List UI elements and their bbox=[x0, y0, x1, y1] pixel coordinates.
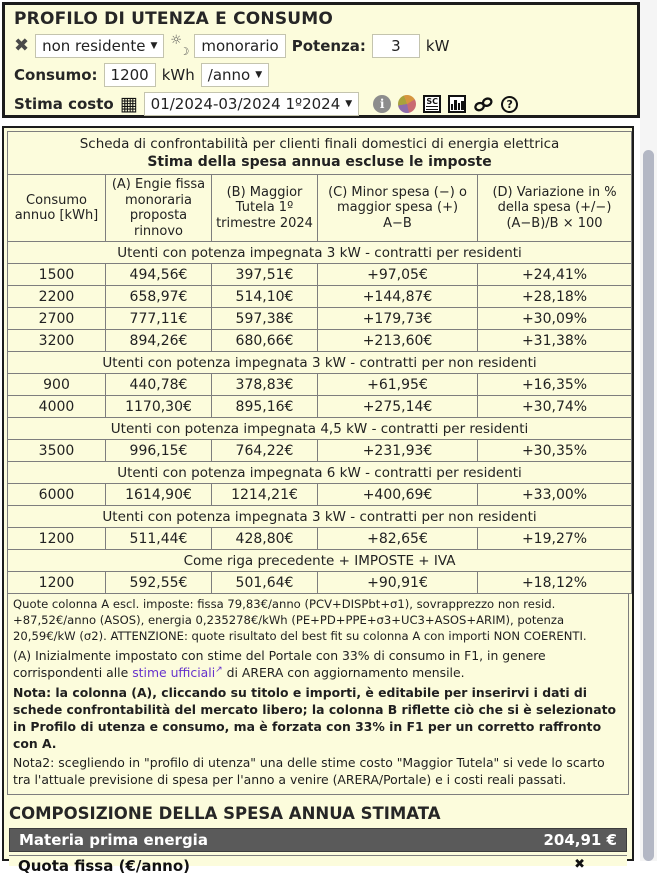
composizione-value: 204,91 € bbox=[543, 831, 617, 850]
cell-col-1[interactable]: 1614,90€ bbox=[106, 484, 212, 506]
stima-row bbox=[14, 92, 628, 116]
bar-chart-icon[interactable] bbox=[448, 95, 466, 113]
cell-col-0: 4000 bbox=[8, 396, 106, 418]
composizione-title: COMPOSIZIONE DELLA SPESA ANNUA STIMATA bbox=[9, 804, 441, 824]
table-subcaption: Stima della spesa annua escluse le imposte bbox=[147, 154, 492, 170]
potenza-unit: kW bbox=[425, 37, 450, 55]
section-row bbox=[8, 506, 632, 528]
cell-col-0: 2200 bbox=[8, 286, 106, 308]
table-row bbox=[8, 308, 632, 330]
table-row bbox=[8, 396, 632, 418]
consumo-period-select[interactable] bbox=[201, 63, 269, 87]
col-header-3: (C) Minor spesa (−) o maggior spesa (+) A−B bbox=[318, 175, 478, 242]
cell-col-3: +179,73€ bbox=[318, 308, 478, 330]
help-icon[interactable]: ? bbox=[501, 96, 518, 113]
residency-value: non residente bbox=[42, 37, 146, 55]
a-note-pre: (A) Inizialmente impostato con stime del Portale con 33% di consumo in F1, in genere corrispondenti alle bbox=[13, 648, 546, 681]
residency-select[interactable] bbox=[35, 34, 164, 58]
cell-col-4: +31,38% bbox=[478, 330, 632, 352]
official-estimates-link[interactable]: stime ufficiali bbox=[132, 665, 216, 681]
potenza-input[interactable]: 3 bbox=[372, 34, 420, 58]
cell-col-2: 397,51€ bbox=[212, 264, 318, 286]
stima-period-value: 01/2024-03/2024 1º2024 bbox=[150, 95, 341, 113]
comparison-table bbox=[7, 131, 632, 594]
cell-col-0: 2700 bbox=[8, 308, 106, 330]
cell-col-2: 1214,21€ bbox=[212, 484, 318, 506]
quote-note: Quote colonna A escl. imposte: fissa 79,83€/anno (PCV+DISPbt+σ1), sovrapprezzo non resid. +87,52€/anno (ASOS), energia 0,235278€/kWh (PE+PD+PPE+σ3+UC3+ASOS+ARIM), potenza 20,59€/kW (σ2). ATTENZIONE: quote risultato del best fit su colonna A con importi NON COERENTI. bbox=[13, 597, 587, 644]
col-header-1[interactable]: (A) Engie fissa monoraria proposta rinnovo bbox=[106, 175, 212, 242]
cell-col-4: +19,27% bbox=[478, 528, 632, 550]
cell-col-1[interactable]: 440,78€ bbox=[106, 374, 212, 396]
sun-moon-icon bbox=[170, 33, 190, 58]
cell-col-3: +275,14€ bbox=[318, 396, 478, 418]
table-header-row bbox=[8, 175, 632, 242]
comparison-box bbox=[2, 126, 634, 875]
pie-chart-icon[interactable] bbox=[398, 95, 416, 113]
cell-col-1[interactable]: 658,97€ bbox=[106, 286, 212, 308]
cell-col-4: +28,18% bbox=[478, 286, 632, 308]
cell-col-1[interactable]: 494,56€ bbox=[106, 264, 212, 286]
caption-row bbox=[8, 132, 632, 175]
chevron-down-icon: ▼ bbox=[345, 99, 353, 109]
section-row bbox=[8, 550, 632, 572]
moon-glyph: ☽ bbox=[179, 45, 190, 58]
cell-col-4: +24,41% bbox=[478, 264, 632, 286]
cell-col-2: 680,66€ bbox=[212, 330, 318, 352]
table-caption: Scheda di confrontabilità per clienti finali domestici di energia elettrica bbox=[79, 136, 560, 152]
composizione-row[interactable] bbox=[9, 828, 627, 852]
cell-col-1[interactable]: 592,55€ bbox=[106, 572, 212, 594]
section-label: Utenti con potenza impegnata 6 kW - contratti per residenti bbox=[8, 462, 632, 484]
composizione-label: Quota fissa (€/anno) bbox=[18, 857, 190, 875]
sc-lines bbox=[426, 109, 438, 110]
a-note bbox=[13, 647, 623, 681]
cell-col-3: +61,95€ bbox=[318, 374, 478, 396]
bar-glyphs bbox=[451, 99, 464, 110]
cell-col-3: +144,87€ bbox=[318, 286, 478, 308]
sun-glyph: ☼ bbox=[170, 33, 183, 48]
composizione-row[interactable] bbox=[9, 855, 627, 875]
toolbar-icons bbox=[373, 95, 518, 113]
cell-col-2: 428,80€ bbox=[212, 528, 318, 550]
scrollbar-track[interactable] bbox=[640, 0, 657, 861]
cell-col-2: 514,10€ bbox=[212, 286, 318, 308]
cell-col-4: +18,12% bbox=[478, 572, 632, 594]
external-link-icon: ↗ bbox=[215, 665, 223, 676]
cell-col-2: 895,16€ bbox=[212, 396, 318, 418]
cell-col-0: 1200 bbox=[8, 528, 106, 550]
sc-label: SC bbox=[426, 97, 438, 106]
link-icon[interactable] bbox=[473, 96, 494, 113]
cell-col-3: +213,60€ bbox=[318, 330, 478, 352]
row-toggle-icon[interactable]: ✖ bbox=[574, 857, 585, 873]
scrollbar-thumb[interactable] bbox=[643, 150, 654, 861]
residency-row bbox=[14, 34, 628, 58]
consumo-label: Consumo: bbox=[14, 66, 98, 84]
cell-col-3: +400,69€ bbox=[318, 484, 478, 506]
col-header-0: Consumo annuo [kWh] bbox=[8, 175, 106, 242]
tariff-box[interactable]: monorario bbox=[194, 34, 285, 58]
info-icon[interactable]: i bbox=[373, 95, 391, 113]
cell-col-4: +16,35% bbox=[478, 374, 632, 396]
cell-col-1[interactable]: 1170,30€ bbox=[106, 396, 212, 418]
cell-col-4: +30,09% bbox=[478, 308, 632, 330]
cell-col-2: 501,64€ bbox=[212, 572, 318, 594]
consumo-unit: kWh bbox=[161, 66, 195, 84]
section-label: Come riga precedente + IMPOSTE + IVA bbox=[8, 550, 632, 572]
cell-col-4: +30,74% bbox=[478, 396, 632, 418]
table-row bbox=[8, 440, 632, 462]
section-label: Utenti con potenza impegnata 3 kW - contratti per non residenti bbox=[8, 506, 632, 528]
composizione-rows bbox=[7, 828, 629, 875]
consumo-period-value: /anno bbox=[207, 66, 251, 84]
col-header-2: (B) Maggior Tutela 1º trimestre 2024 bbox=[212, 175, 318, 242]
cell-col-2: 378,83€ bbox=[212, 374, 318, 396]
cell-col-0: 3500 bbox=[8, 440, 106, 462]
cell-col-0: 900 bbox=[8, 374, 106, 396]
col-header-4: (D) Variazione in % della spesa (+/−) (A−B)/B × 100 bbox=[478, 175, 632, 242]
cell-col-3: +90,91€ bbox=[318, 572, 478, 594]
nota1: Nota: la colonna (A), cliccando su titolo e importi, è editabile per inserirvi i dati di schede confrontabilità del mercato libero; la colonna B riflette ciò che si è selezionato in Profilo di utenza e consumo, ma è forzata con 33% in F1 per un corretto raffronto con A. bbox=[13, 684, 617, 751]
cell-col-1[interactable]: 777,11€ bbox=[106, 308, 212, 330]
cell-col-3: +97,05€ bbox=[318, 264, 478, 286]
cell-col-0: 1500 bbox=[8, 264, 106, 286]
table-row bbox=[8, 528, 632, 550]
section-row bbox=[8, 462, 632, 484]
cell-col-2: 764,22€ bbox=[212, 440, 318, 462]
cell-col-0: 1200 bbox=[8, 572, 106, 594]
potenza-label: Potenza: bbox=[291, 37, 366, 55]
cell-col-0: 3200 bbox=[8, 330, 106, 352]
table-row bbox=[8, 286, 632, 308]
section-label: Utenti con potenza impegnata 4,5 kW - contratti per residenti bbox=[8, 418, 632, 440]
section-label: Utenti con potenza impegnata 3 kW - contratti per residenti bbox=[8, 242, 632, 264]
notes-block bbox=[7, 594, 629, 795]
cell-col-3: +231,93€ bbox=[318, 440, 478, 462]
section-row bbox=[8, 352, 632, 374]
chevron-down-icon: ▼ bbox=[255, 70, 263, 80]
section-label: Utenti con potenza impegnata 3 kW - contratti per non residenti bbox=[8, 352, 632, 374]
cell-col-0: 6000 bbox=[8, 484, 106, 506]
profile-panel bbox=[2, 2, 640, 118]
nota2: Nota2: scegliendo in "profilo di utenza" una delle stime costo "Maggior Tutela" si vede lo scarto tra l'attuale previsione di spesa per l'anno a venire (ARERA/Portale) e i costi reali passati. bbox=[13, 755, 605, 788]
section-row bbox=[8, 418, 632, 440]
cell-col-4: +33,00% bbox=[478, 484, 632, 506]
cell-col-1[interactable]: 996,15€ bbox=[106, 440, 212, 462]
table-row bbox=[8, 572, 632, 594]
cell-col-2: 597,38€ bbox=[212, 308, 318, 330]
calendar-icon[interactable]: ▦ bbox=[119, 92, 138, 115]
table-row bbox=[8, 374, 632, 396]
chevron-down-icon: ▼ bbox=[150, 41, 158, 51]
table-row bbox=[8, 484, 632, 506]
consumo-row bbox=[14, 63, 628, 87]
table-row bbox=[8, 264, 632, 286]
stima-label: Stima costo bbox=[14, 95, 114, 113]
section-row bbox=[8, 242, 632, 264]
composizione-label: Materia prima energia bbox=[19, 831, 208, 850]
cell-col-3: +82,65€ bbox=[318, 528, 478, 550]
stima-period-select[interactable] bbox=[144, 92, 360, 116]
page-title: PROFILO DI UTENZA E CONSUMO bbox=[14, 9, 334, 29]
table-row bbox=[8, 330, 632, 352]
consumo-input[interactable]: 1200 bbox=[104, 63, 156, 87]
cell-col-1[interactable]: 511,44€ bbox=[106, 528, 212, 550]
cell-col-1[interactable]: 894,26€ bbox=[106, 330, 212, 352]
clear-icon[interactable]: ✖ bbox=[14, 35, 30, 56]
cell-col-4: +30,35% bbox=[478, 440, 632, 462]
a-note-post: di ARERA con aggiornamento mensile. bbox=[222, 665, 465, 681]
sc-document-icon[interactable] bbox=[423, 95, 441, 113]
